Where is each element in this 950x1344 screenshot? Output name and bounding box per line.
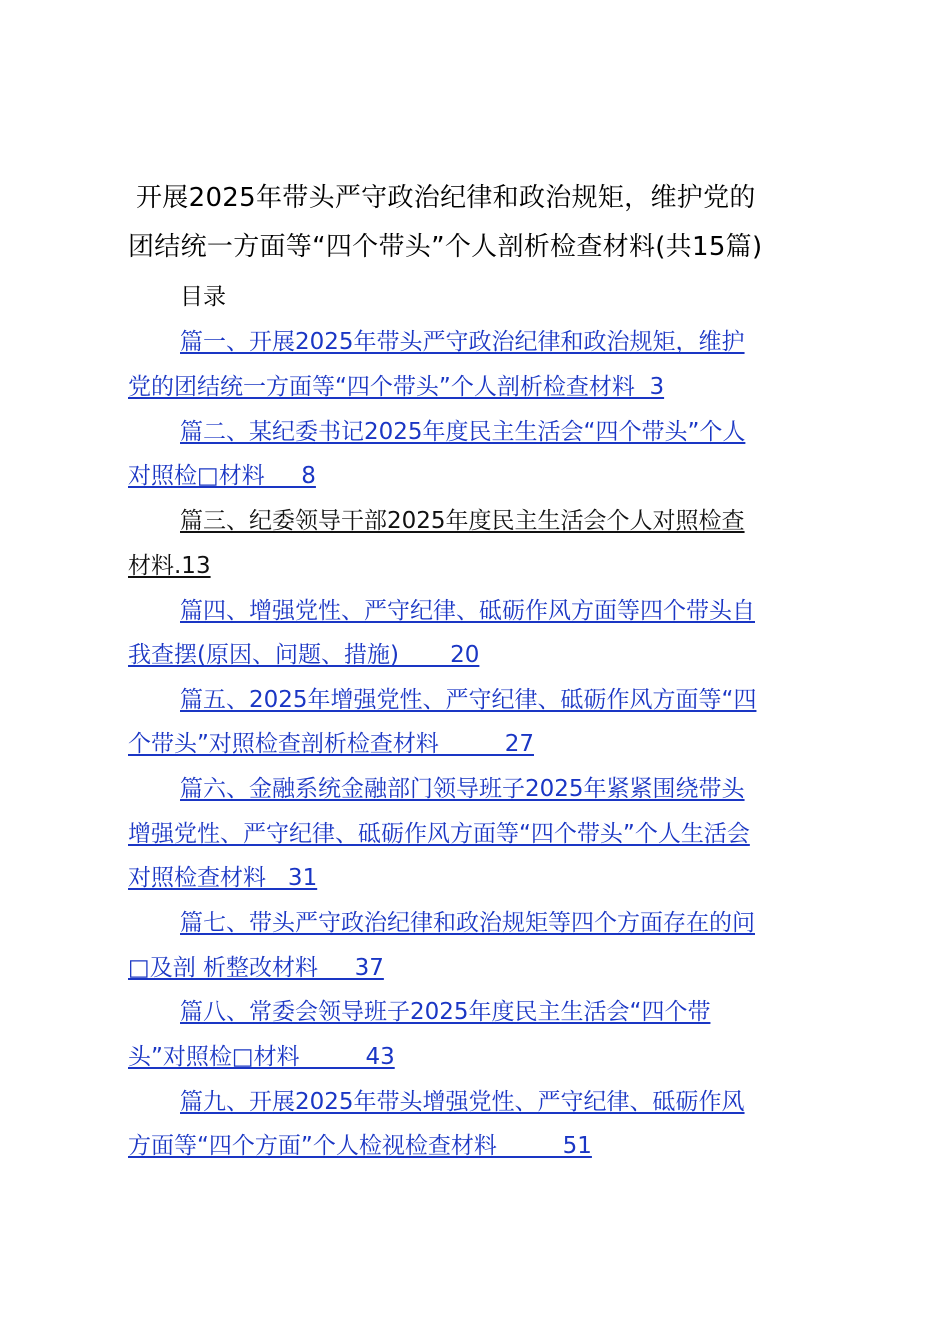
- toc-entry-line[interactable]: 篇九、开展2025年带头增强党性、严守纪律、砥砺作风: [180, 1089, 745, 1115]
- toc-heading: 目录: [180, 284, 226, 310]
- toc-entry-line[interactable]: 材料.13: [128, 553, 211, 579]
- toc-entry-line[interactable]: 对照检查材料 31: [128, 865, 318, 891]
- toc-entry-line[interactable]: 篇五、2025年增强党性、严守纪律、砥砺作风方面等“四: [180, 687, 757, 713]
- toc-entry-line[interactable]: 个带头”对照检查剖析检查材料 27: [128, 731, 534, 757]
- toc-entry-line[interactable]: □及剖 析整改材料 37: [128, 955, 384, 981]
- toc-entry-line[interactable]: 篇六、金融系统金融部门领导班子2025年紧紧围绕带头: [180, 776, 745, 802]
- document-title-line-2: 团结统一方面等“四个带头”个人剖析检查材料(共15篇): [128, 232, 763, 262]
- toc-entry-line[interactable]: 篇七、带头严守政治纪律和政治规矩等四个方面存在的问: [180, 910, 755, 936]
- toc-entry-line[interactable]: 头”对照检□材料 43: [128, 1044, 395, 1070]
- toc-entry-line[interactable]: 篇三、纪委领导干部2025年度民主生活会个人对照检查: [180, 508, 745, 534]
- toc-entry-line[interactable]: 方面等“四个方面”个人检视检查材料 51: [128, 1133, 592, 1159]
- toc-entry-line[interactable]: 篇二、某纪委书记2025年度民主生活会“四个带头”个人: [180, 419, 746, 445]
- toc-entry-line[interactable]: 篇一、开展2025年带头严守政治纪律和政治规矩，维护: [180, 329, 745, 355]
- document-title-line-1: 开展2025年带头严守政治纪律和政治规矩，维护党的: [136, 183, 756, 213]
- toc-entry-line[interactable]: 对照检□材料 8: [128, 463, 316, 489]
- toc-entry-line[interactable]: 我查摆(原因、问题、措施) 20: [128, 642, 480, 668]
- toc-entry-line[interactable]: 篇八、常委会领导班子2025年度民主生活会“四个带: [180, 999, 711, 1025]
- toc-entry-line[interactable]: 篇四、增强党性、严守纪律、砥砺作风方面等四个带头自: [180, 598, 755, 624]
- toc-entry-line[interactable]: 党的团结统一方面等“四个带头”个人剖析检查材料 3: [128, 374, 665, 400]
- toc-entry-line[interactable]: 增强党性、严守纪律、砥砺作风方面等“四个带头”个人生活会: [128, 821, 750, 847]
